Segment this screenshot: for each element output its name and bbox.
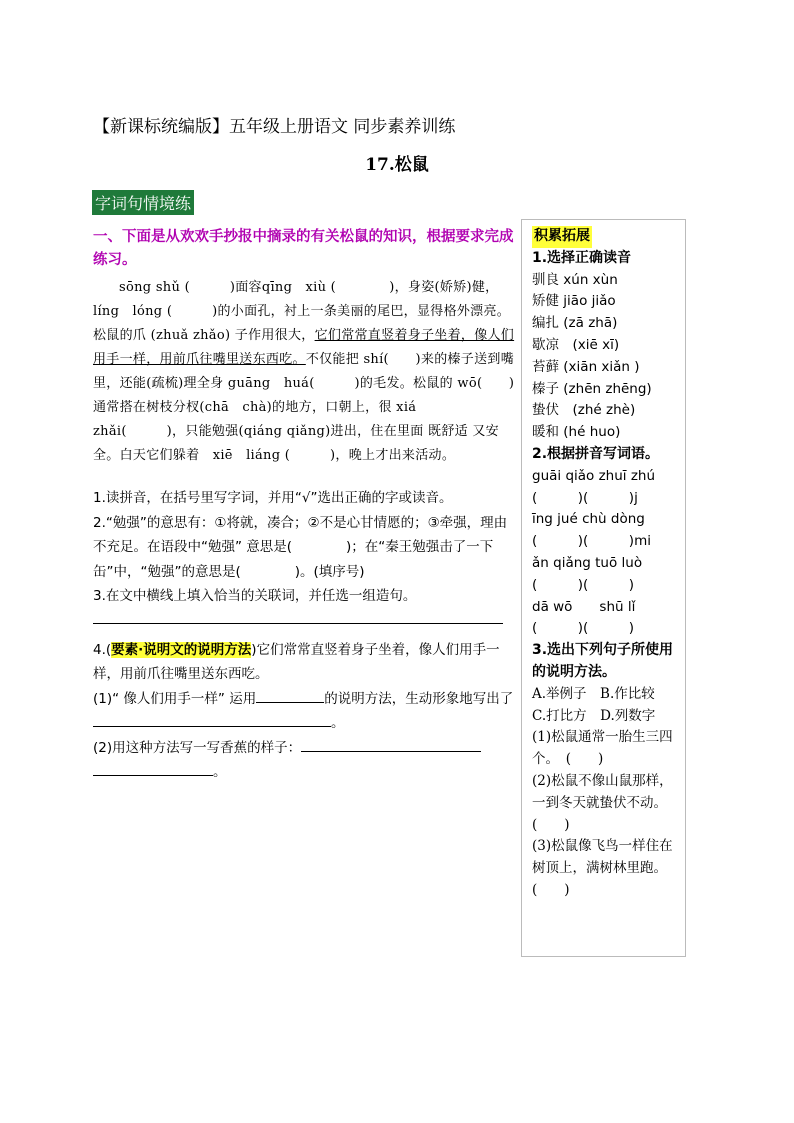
blank-description[interactable] bbox=[93, 712, 331, 727]
sub-question-3: 3.在文中横线上填入恰当的关联词，并任选一组造句。 bbox=[93, 588, 417, 604]
sidebar-heading-2: 2.根据拼音写词语。 bbox=[532, 445, 660, 462]
reading-item: 暖和 (hé huo) bbox=[532, 424, 621, 441]
reading-passage bbox=[93, 276, 517, 468]
pinyin-line: ( )( )j bbox=[532, 489, 638, 506]
option-line: A.举例子 B.作比较 bbox=[532, 685, 655, 702]
sub-question-4-1 bbox=[93, 687, 517, 736]
sub4-1-text-a: (1)“ 像人们用手一样” 运用 bbox=[93, 690, 257, 707]
sub-question-4-2 bbox=[93, 736, 517, 785]
method-item: (1)松鼠通常一胎生三四个。 ( ) bbox=[532, 729, 673, 768]
sidebar-heading-3: 3.选出下列句子所使用的说明方法。 bbox=[532, 642, 674, 680]
blank-banana-2[interactable] bbox=[93, 761, 213, 776]
main-column bbox=[93, 226, 517, 785]
accumulation-sidebar bbox=[521, 219, 686, 957]
pinyin-line: ( )( ) bbox=[532, 576, 635, 593]
sidebar-heading-1: 1.选择正确读音 bbox=[532, 249, 632, 266]
pinyin-line: ( )( ) bbox=[532, 620, 635, 637]
pinyin-line: īng jué chù dòng bbox=[532, 511, 645, 528]
reading-item: 榛子 (zhēn zhēng) bbox=[532, 380, 652, 397]
answer-line[interactable] bbox=[93, 623, 503, 624]
sub-question-4 bbox=[93, 638, 517, 687]
pinyin-line: dā wō shū lǐ bbox=[532, 598, 636, 615]
sub4-2-end: 。 bbox=[213, 764, 227, 780]
section-tag: 字词句情境练 bbox=[92, 190, 194, 215]
sub4-2-text: (2)用这种方法写一写香蕉的样子： bbox=[93, 739, 302, 756]
reading-item: 编扎 (zā zhā) bbox=[532, 315, 618, 332]
pinyin-line: ǎn qiǎng tuō luò bbox=[532, 554, 643, 571]
reading-item: 矫健 jiāo jiǎo bbox=[532, 293, 616, 310]
passage-part-1: sōng shǔ ( )面容qīng xiù ( )，身姿(娇矫)健，líng lóng ( )的小面孔，衬上一条美丽的尾巴，显得格外漂亮。松鼠的爪 (zhuǎ zhǎo) 子作用很大， bbox=[93, 280, 511, 343]
sub4-1-end: 。 bbox=[331, 715, 345, 731]
sub-question-1: 1.读拼音，在括号里写字词，并用“√”选出正确的字或读音。 bbox=[93, 490, 453, 506]
blank-banana-1[interactable] bbox=[301, 737, 481, 752]
sub4-1-text-b: 的说明方法，生动形象地写出了 bbox=[324, 690, 514, 707]
sidebar-title: 积累拓展 bbox=[532, 226, 592, 248]
reading-item: 驯良 xún xùn bbox=[532, 271, 618, 288]
chapter-title: 17.松鼠 bbox=[365, 155, 429, 175]
key-element-highlight: 要素·说明文的说明方法 bbox=[111, 641, 252, 658]
option-line: C.打比方 D.列数字 bbox=[532, 707, 656, 724]
document-title: 【新课标统编版】五年级上册语文 同步素养训练 bbox=[93, 117, 456, 137]
sub4-prefix: 4.( bbox=[93, 641, 112, 658]
reading-item: 蛰伏 (zhé zhè) bbox=[532, 402, 636, 419]
passage-underlined-sentence: 它们常常直竖着身子坐着，像人们用手一样，用前爪往嘴里送东西吃。 bbox=[93, 328, 515, 367]
reading-item: 歇凉 (xiē xī) bbox=[532, 336, 620, 353]
sub4-text: )它们常常直竖着身子坐着，像人们用手一样，用前爪往嘴里送东西吃。 bbox=[93, 641, 500, 682]
pinyin-line: ( )( )mi bbox=[532, 533, 651, 550]
sub-question-2: 2.“勉强”的意思有：①将就，凑合；②不是心甘情愿的；③牵强，理由不充足。在语段中“勉强” 意思是( )；在“秦王勉强击了一下缶”中，“勉强”的意思是( )。(填序号) bbox=[93, 514, 508, 580]
reading-item: 苔藓 (xiān xiǎn ) bbox=[532, 358, 640, 375]
passage-part-2: 不仅能把 shí( )来的榛子送到嘴里，还能(疏梳)理全身 guāng huá( )的毛发。松鼠的 wō( ) 通常搭在树枝分杈(chā chà)的地方，口朝上，很 xiá zhǎi( )，只能勉强(qiáng qiǎng)进出，住在里面 既舒适 又安全。白天它们躲着 xiē liáng ( )，晚上才出来活动。 bbox=[93, 352, 515, 463]
method-item: (3)松鼠像飞鸟一样住在树顶上，满树林里跑。 ( ) bbox=[532, 838, 674, 898]
method-item: (2)松鼠不像山鼠那样，一到冬天就蛰伏不动。 ( ) bbox=[532, 772, 674, 833]
pinyin-line: guāi qiǎo zhuī zhú bbox=[532, 467, 656, 484]
blank-method[interactable] bbox=[256, 688, 324, 703]
question-1-title: 一、下面是从欢欢手抄报中摘录的有关松鼠的知识，根据要求完成练习。 bbox=[93, 229, 514, 268]
